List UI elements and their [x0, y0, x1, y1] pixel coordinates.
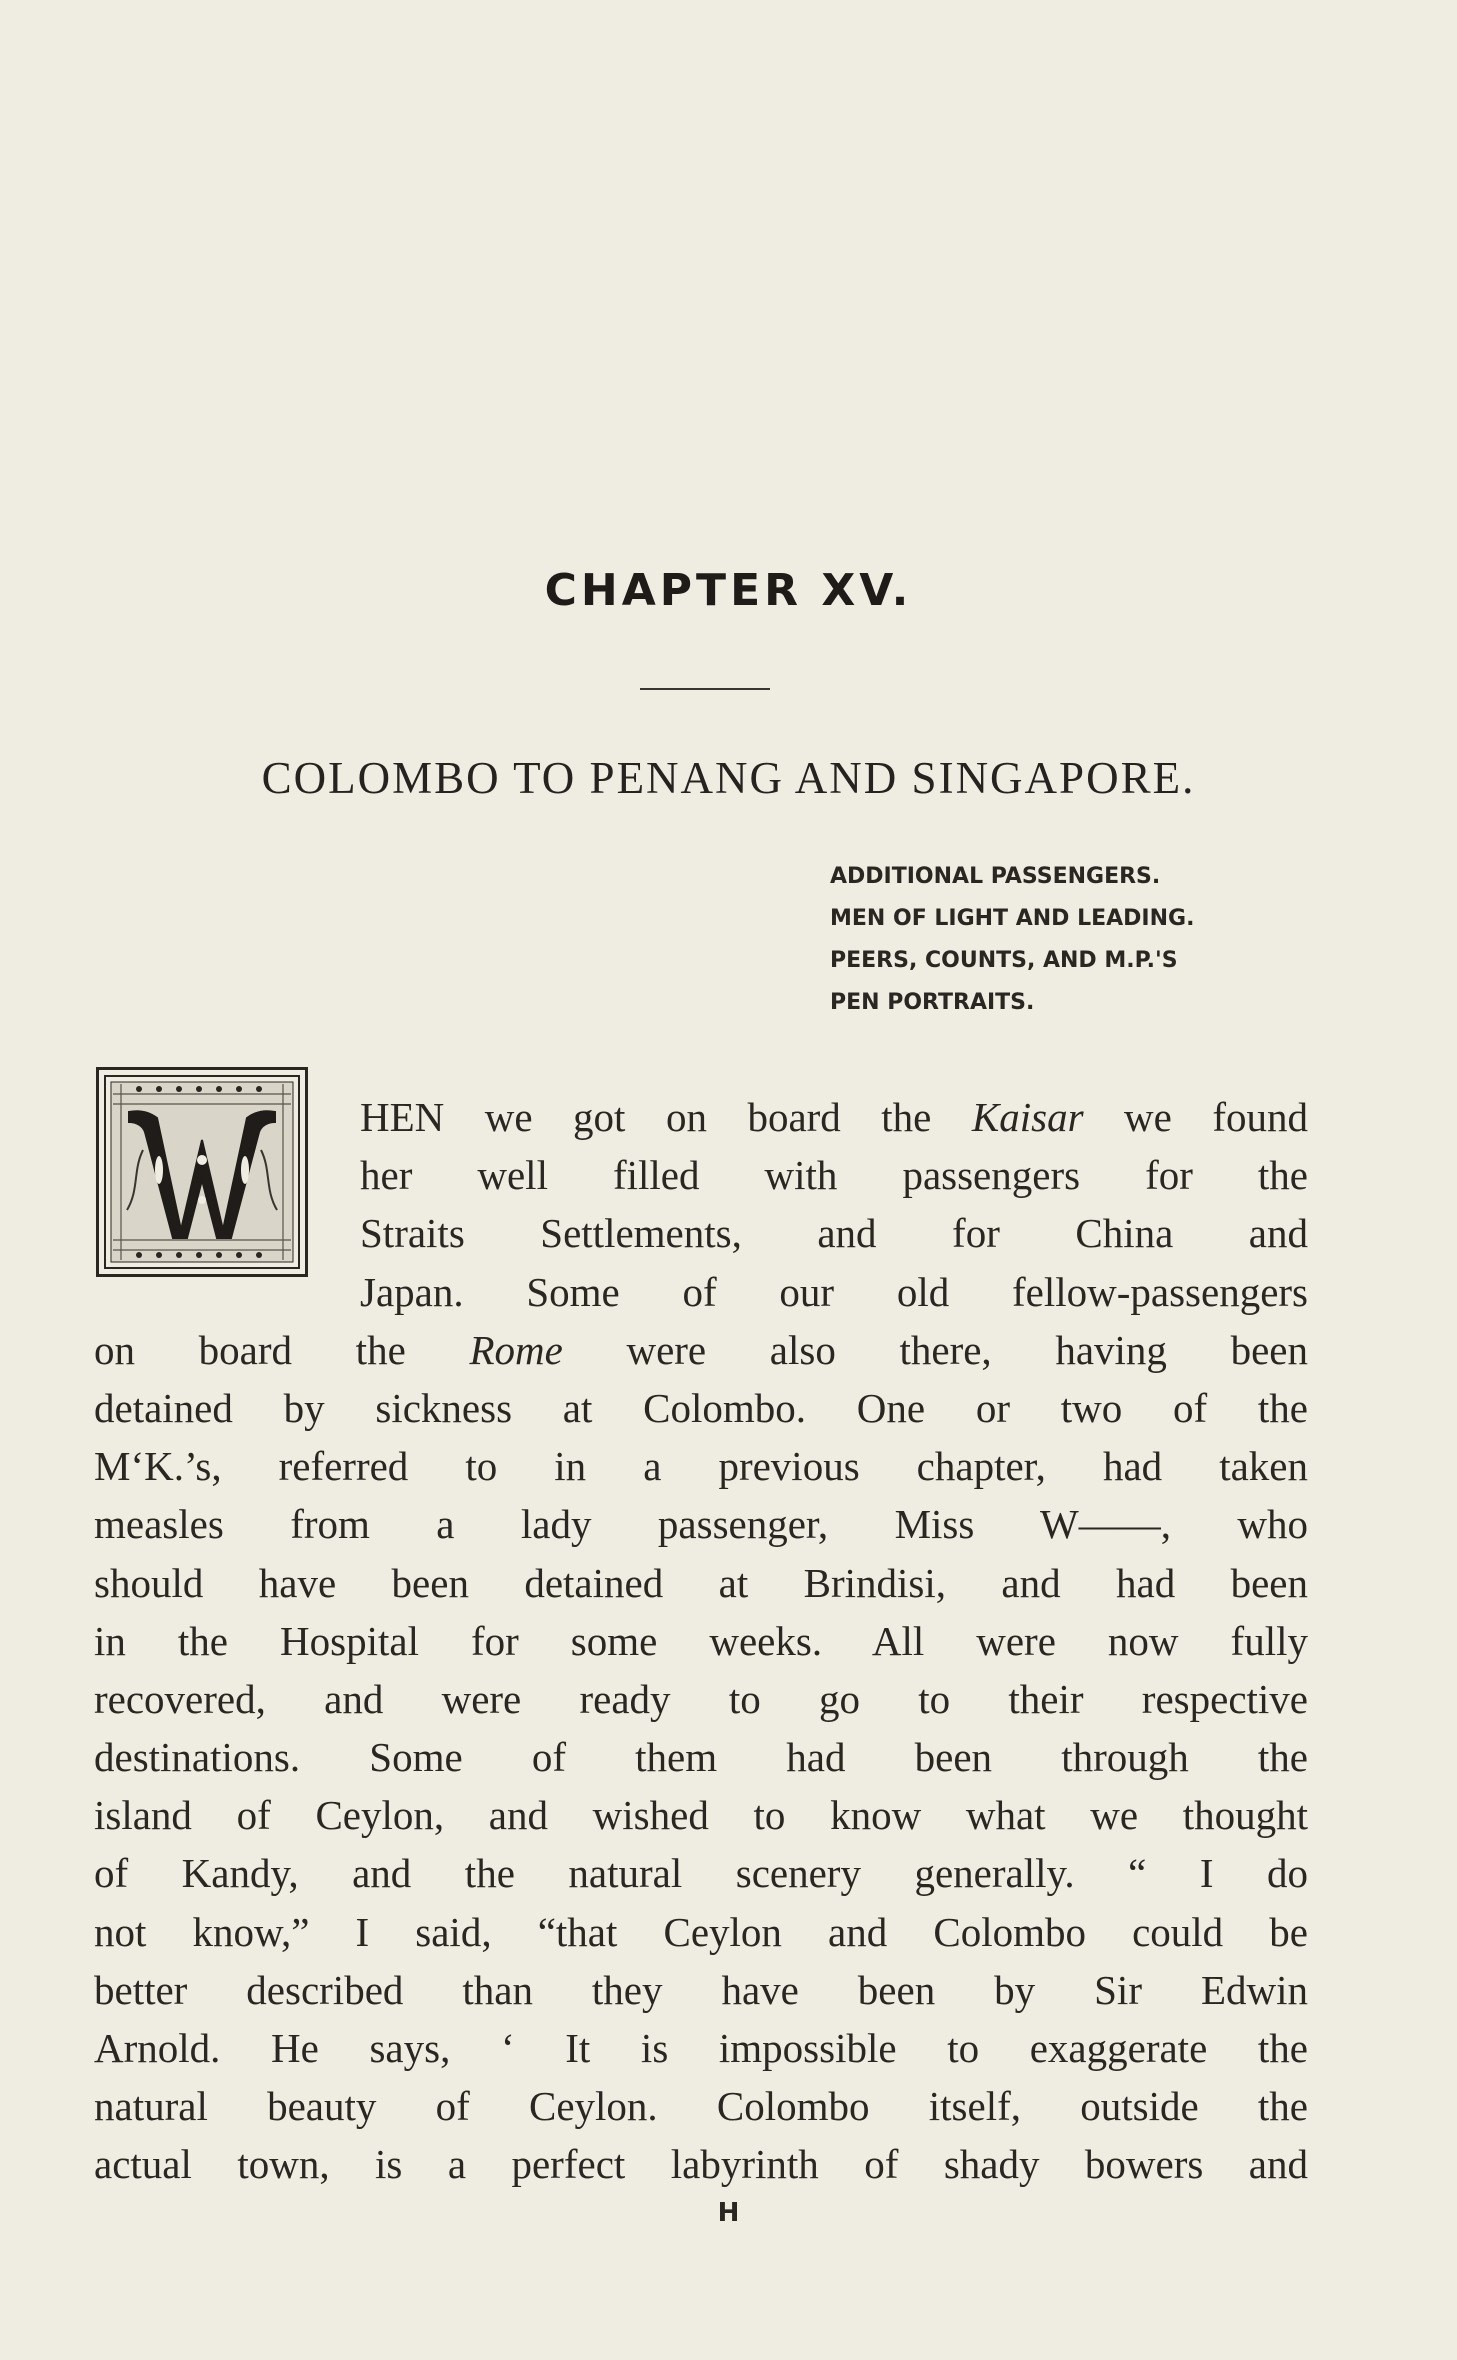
- text-line: of Kandy, and the natural scenery generally. “ I do: [94, 1850, 1308, 1897]
- text-line: Japan. Some of our old fellow-passengers: [360, 1268, 1308, 1315]
- text-line: destinations. Some of them had been through the: [94, 1734, 1308, 1781]
- ship-name: Rome: [469, 1326, 563, 1373]
- text-line: island of Ceylon, and wished to know what we thought: [94, 1792, 1308, 1839]
- synopsis-item: ADDITIONAL PASSENGERS.: [830, 864, 1161, 889]
- chapter-synopsis: [830, 856, 1194, 1024]
- text-line: should have been detained at Brindisi, and had been: [94, 1559, 1308, 1606]
- chapter-title: COLOMBO TO PENANG AND SINGAPORE.: [261, 753, 1196, 803]
- text-line: HEN we got on board the Kaisar we found: [360, 1094, 1308, 1140]
- text-line: Straits Settlements, and for China and: [360, 1210, 1308, 1257]
- text-line: detained by sickness at Colombo. One or two of the: [94, 1384, 1308, 1431]
- text-line: recovered, and were ready to go to their respective: [94, 1675, 1308, 1722]
- text-line: Arnold. He says, ‘ It is impossible to exaggerate the: [94, 2025, 1308, 2071]
- text-line: her well filled with passengers for the: [360, 1152, 1308, 1199]
- text-line: actual town, is a perfect labyrinth of shady bowers and: [94, 2141, 1308, 2188]
- synopsis-item: PEN PORTRAITS.: [830, 990, 1035, 1015]
- heading-rule: [640, 688, 770, 690]
- text-line: on board the Rome were also there, having been: [94, 1326, 1308, 1373]
- text-line: natural beauty of Ceylon. Colombo itself, outside the: [94, 2083, 1308, 2130]
- text-line: M‘K.’s, referred to in a previous chapter, had taken: [94, 1443, 1308, 1490]
- synopsis-item: PEERS, COUNTS, AND M.P.'S: [830, 948, 1178, 973]
- ship-name: Kaisar: [971, 1094, 1084, 1140]
- text-line: measles from a lady passenger, Miss W——, who: [94, 1501, 1308, 1548]
- text-line: in the Hospital for some weeks. All were now fully: [94, 1617, 1308, 1664]
- body-text: [94, 1088, 1308, 2194]
- signature-mark: H: [717, 2198, 740, 2228]
- synopsis-item: MEN OF LIGHT AND LEADING.: [830, 906, 1195, 931]
- text-line: not know,” I said, “that Ceylon and Colombo could be: [94, 1908, 1308, 1955]
- chapter-heading: CHAPTER XV.: [544, 565, 913, 616]
- text-line: better described than they have been by Sir Edwin: [94, 1966, 1308, 2013]
